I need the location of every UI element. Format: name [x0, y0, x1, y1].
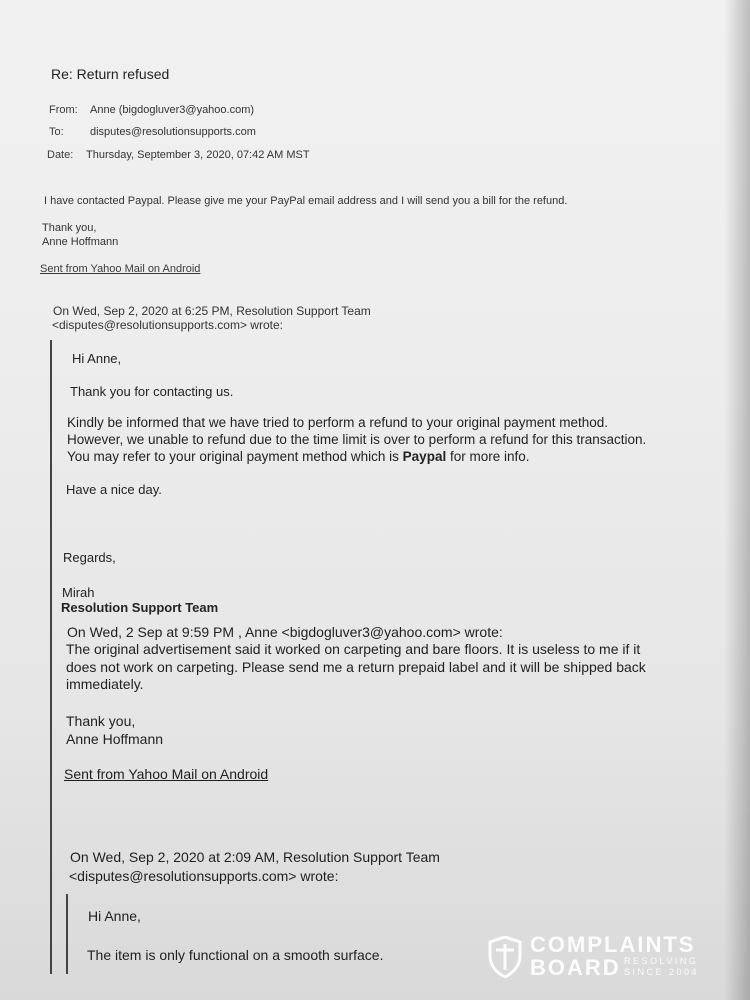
from-value: Anne (bigdogluver3@yahoo.com) [90, 104, 255, 116]
quote1-regards: Regards, [63, 550, 116, 565]
email-body: I have contacted Paypal. Please give me your PayPal email address and I will send you a bill for the refund. [44, 195, 568, 207]
quote-bar-inner [66, 894, 68, 974]
watermark-line1: COMPLAINTS [530, 932, 696, 957]
watermark-tagline [624, 956, 699, 978]
date-label: Date: [47, 149, 74, 161]
watermark-tag2: SINCE 2004 [624, 967, 700, 977]
quote2-thanks: Thank you, [66, 713, 136, 729]
quote1-header-line1: On Wed, Sep 2, 2020 at 6:25 PM, Resolution Support Team [53, 304, 371, 318]
quote2-sent-from-link[interactable]: Sent from Yahoo Mail on Android [64, 766, 269, 782]
quote3-header-line1: On Wed, Sep 2, 2020 at 2:09 AM, Resolution Support Team [70, 849, 440, 865]
quote1-thanks: Thank you for contacting us. [70, 384, 234, 399]
quote3-greeting: Hi Anne, [88, 908, 141, 924]
quote2-header: On Wed, 2 Sep at 9:59 PM , Anne <bigdogluver3@yahoo.com> wrote: [67, 624, 503, 640]
sent-from-link[interactable]: Sent from Yahoo Mail on Android [40, 263, 201, 275]
quote1-nice-day: Have a nice day. [66, 482, 162, 497]
quote3-line1: The item is only functional on a smooth surface. [87, 947, 384, 963]
to-label: To: [49, 126, 64, 138]
email-thanks: Thank you, [42, 222, 97, 234]
to-value: disputes@resolutionsupports.com [90, 126, 256, 138]
quote1-para-line1: Kindly be informed that we have tried to perform a refund to your original payment method. [67, 415, 609, 430]
quote2-line1: The original advertisement said it worked on carpeting and bare floors. It is useless to me if it [66, 641, 641, 657]
quote1-signer: Mirah [62, 585, 95, 600]
quote2-line2: does not work on carpeting. Please send me a return prepaid label and it will be shipped back [66, 658, 646, 675]
quote1-para-line3-pre: You may refer to your original payment method which is [67, 449, 403, 464]
quote1-para-line3-post: for more info. [446, 449, 530, 464]
watermark-line2: BOARD [530, 955, 621, 980]
paypal-bold: Paypal [402, 449, 447, 464]
quote3-header-line2: <disputes@resolutionsupports.com> wrote: [69, 868, 339, 884]
shield-icon [488, 936, 522, 978]
email-signature-name: Anne Hoffmann [42, 236, 119, 248]
date-value: Thursday, September 3, 2020, 07:42 AM MST [86, 149, 310, 161]
quote1-header-line2: <disputes@resolutionsupports.com> wrote: [52, 318, 283, 332]
quote-bar-outer [50, 340, 52, 974]
quote1-team: Resolution Support Team [61, 600, 219, 615]
watermark-tag1: RESOLVING [624, 956, 699, 966]
quote1-para-line3 [67, 448, 646, 465]
quote1-greeting: Hi Anne, [72, 351, 122, 366]
complaintsboard-watermark [488, 934, 708, 984]
from-label: From: [49, 104, 78, 116]
email-subject: Re: Return refused [51, 66, 170, 82]
quote1-paragraph [67, 414, 646, 465]
quote1-para-line2: However, we unable to refund due to the time limit is over to perform a refund for this transaction. [67, 432, 647, 447]
quote2-line3: immediately. [66, 676, 144, 692]
quote2-paragraph [66, 641, 646, 694]
quote2-name: Anne Hoffmann [66, 731, 164, 747]
